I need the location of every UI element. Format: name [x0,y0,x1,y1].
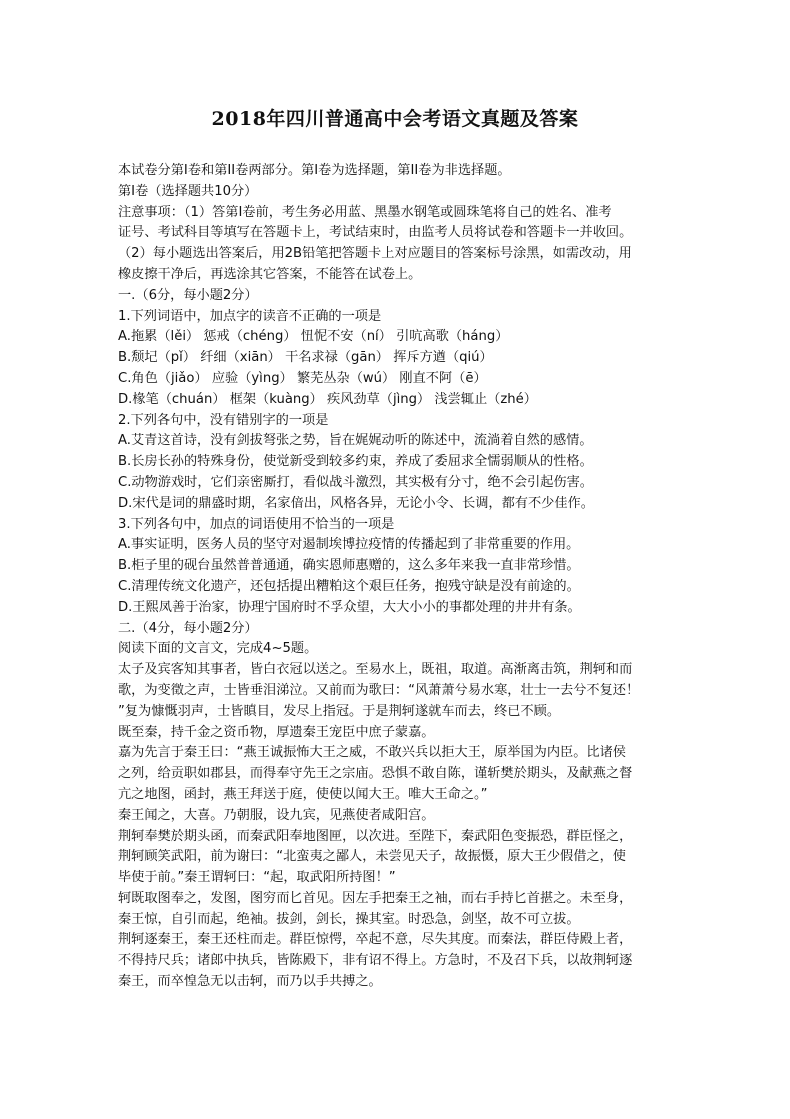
text-line: 证号、考试科目等填写在答题卡上，考试结束时，由监考人员将试卷和答题卡一并收回。 [118,225,633,241]
text-line: 歌，为变徵之声，士皆垂泪涕泣。又前而为歌曰：“风萧萧兮易水寒，壮士一去兮不复还！ [118,682,640,698]
text-line: 第Ⅰ卷（选择题共10分） [118,183,258,199]
text-line: A.艾青这首诗，没有剑拔弩张之势，旨在娓娓动听的陈述中，流淌着自然的感情。 [118,433,593,449]
text-line: 3.下列各句中，加点的词语使用不恰当的一项是 [118,516,395,532]
text-line: 太子及宾客知其事者，皆白衣冠以送之。至易水上，既祖，取道。高渐离击筑，荆轲和而 [118,662,633,678]
text-line: 荆轲奉樊於期头函，而秦武阳奉地图匣，以次进。至陛下，秦武阳色变振恐，群臣怪之， [118,828,633,844]
text-line: 橡皮擦干净后，再选涂其它答案，不能答在试卷上。 [118,266,422,282]
text-line: （2）每小题选出答案后，用2B铅笔把答题卡上对应题目的答案标号涂黑，如需改动，用 [118,246,632,262]
text-line: C.清理传统文化遗产，还包括提出糟粕这个艰巨任务，抱残守缺是没有前途的。 [118,578,580,594]
text-line: 轲既取图奉之，发图，图穷而匕首见。因左手把秦王之袖，而右手持匕首揕之。未至身， [118,890,633,906]
text-line: 秦王闻之，大喜。乃朝服，设九宾，见燕使者咸阳宫。 [118,807,435,823]
text-line: 毕使于前。”秦王谓轲曰：“起，取武阳所持图！” [118,870,396,886]
text-line: B.颓圮（pǐ） 纤细（xiān） 干名求禄（gān） 挥斥方遒（qiú） [118,350,493,366]
text-line: A.事实证明，医务人员的坚守对遏制埃博拉疫情的传播起到了非常重要的作用。 [118,537,580,553]
document-title: 2018年四川普通高中会考语文真题及答案 [211,108,579,130]
text-line: 1.下列词语中，加点字的读音不正确的一项是 [118,308,382,324]
text-line: 亢之地图，函封，燕王拜送于庭，使使以闻大王。唯大王命之。” [118,786,488,802]
text-line: 注意事项：（1）答第Ⅰ卷前，考生务必用蓝、黑墨水钢笔或圆珠笔将自己的姓名、准考 [118,204,612,220]
text-line: 二.（4分，每小题2分） [118,620,258,636]
text-line: D.宋代是词的鼎盛时期，名家偣出，风格各异，无论小令、长调，都有不少佳作。 [118,495,594,511]
document-body [118,161,674,993]
text-line: 荆轲逐秦王，秦王还柱而走。群臣惊愕，卒起不意，尽失其度。而秦法，群臣侍殿上者， [118,932,633,948]
text-line: 不得持尺兵；诸郎中执兵，皆陈殿下，非有诏不得上。方急时，不及召下兵，以故荆轲逐 [118,953,633,969]
text-line: 阅读下面的文言文，完成4~5题。 [118,641,318,657]
text-line: D.王熙凤善于治家，协理宁国府时不孚众望，大大小小的事都处理的井井有条。 [118,599,581,615]
text-line: 一.（6分，每小题2分） [118,287,258,303]
text-line: 秦王惊，自引而起，绝袖。拔剑，剑长，操其室。时恐急，剑坚，故不可立拔。 [118,911,580,927]
text-line: ”复为慷慨羽声，士皆瞋目，发尽上指冠。于是荆轲遂就车而去，终已不顾。 [118,703,561,719]
text-line: D.椽笔（chuán） 框架（kuàng） 疾风劲草（jìng） 浅尝辄止（zhé） [118,391,537,407]
text-line: A.拖累（lěi） 惩戒（chéng） 忸怩不安（ní） 引吭高歌（háng） [118,329,509,345]
text-line: 既至秦，持千金之资币物，厚遗秦王宠臣中庶子蒙嘉。 [118,724,435,740]
text-line: 本试卷分第Ⅰ卷和第II卷两部分。第Ⅰ卷为选择题，第II卷为非选择题。 [118,163,511,178]
text-line: 嘉为先言于秦王曰：“燕王诚振怖大王之威，不敢兴兵以拒大王，原举国为内臣。比诸侯 [118,745,626,761]
text-line: C.动物游戏时，它们亲密厮打，看似战斗激烈，其实极有分寸，绝不会引起伤害。 [118,474,593,490]
text-line: B.柜子里的砚台虽然普普通通，确实恩师惠赠的，这么多年来我一直非常珍惜。 [118,558,580,574]
text-line: 秦王，而卒惶急无以击轲，而乃以手共搏之。 [118,974,382,990]
text-line: C.角色（jiǎo） 应验（yìng） 繁芜丛杂（wú） 刚直不阿（ē） [118,370,487,386]
text-line: 2.下列各句中，没有错别字的一项是 [118,412,329,428]
text-line: B.长房长孙的特殊身份，使觉新受到较多约束，养成了委屈求全懦弱顺从的性格。 [118,454,593,470]
text-line: 之列，给贡职如郡县，而得奉守先王之宗庙。恐惧不敢自陈，谨斩樊於期头，及献燕之督 [118,766,633,782]
text-line: 荆轲顾笑武阳，前为谢曰：“北蛮夷之鄙人，未尝见天子，故振慑，原大王少假借之，使 [118,849,626,865]
